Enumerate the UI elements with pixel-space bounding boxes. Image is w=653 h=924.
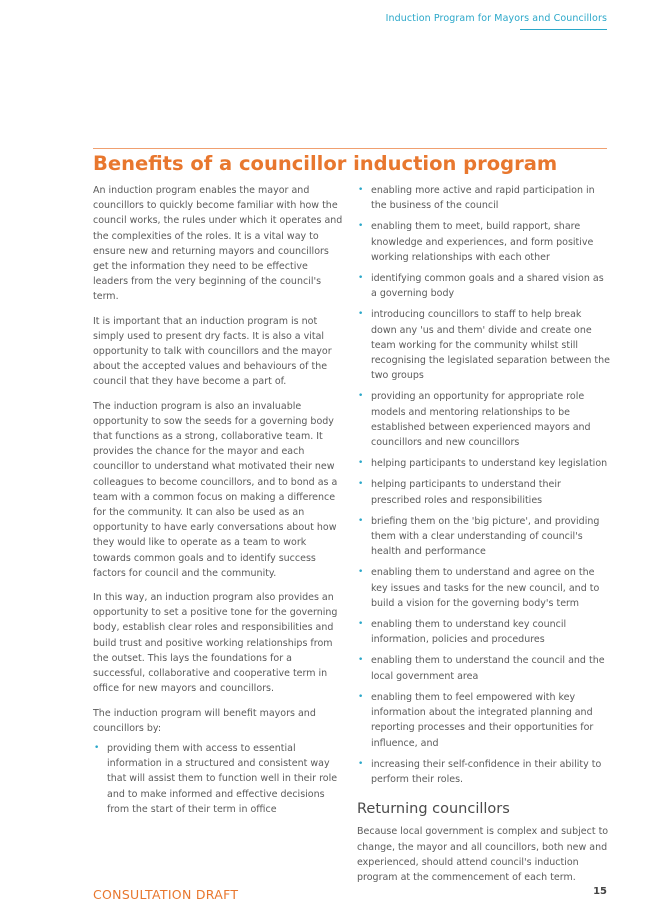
left-column: [93, 183, 343, 823]
list-item-text: increasing their self-confidence in their ability to perform their roles.: [371, 758, 602, 785]
list-item-text: enabling them to understand and agree on the key issues and tasks for the new council, and to build a vision for the governing body's term: [371, 567, 600, 609]
list-item: [357, 514, 610, 560]
bullet-icon: •: [358, 221, 364, 232]
header-rule: [520, 29, 607, 30]
list-item: [357, 653, 610, 683]
list-item-text: providing them with access to essential information in a structured and consistent way that will assist them to function well in their role and to make informed and effective decisions from the start of their term in office: [107, 742, 338, 815]
bullet-icon: •: [358, 391, 364, 402]
paragraph: The induction program is also an invaluable opportunity to sow the seeds for a governing body that functions as a strong, collaborative team. It provides the chance for the mayor and each councillor to understand what motivated their new colleagues to become councillors, and to bond as a team with a common focus on making a difference for the community. It can also be used as an opportunity to have early conversations about how they would like to operate as a team to work towards common goals and to identify success factors for council and the community.: [93, 400, 338, 579]
bullet-icon: •: [358, 758, 364, 769]
running-header: Induction Program for Mayors and Councillors: [385, 13, 607, 24]
bullet-icon: •: [358, 479, 364, 490]
paragraph: It is important that an induction program is not simply used to present dry facts. It is also a vital opportunity to talk with councillors and the mayor about the accepted values and behaviours of the council that they have become a part of.: [93, 315, 332, 388]
list-item-text: helping participants to understand key legislation: [371, 458, 608, 470]
bullet-icon: •: [358, 273, 364, 284]
bullet-icon: •: [358, 655, 364, 666]
bullet-icon: •: [94, 742, 100, 753]
list-item: [357, 690, 610, 751]
list-item: [357, 477, 610, 507]
returning-councillors-heading: Returning councillors: [357, 801, 510, 818]
paragraph: An induction program enables the mayor and councillors to quickly become familiar with how the council works, the rules under which it operates and the complexities of the roles. It is a vital way to ensure new and returning mayors and councillors get the information they need to be effective leaders from the very beginning of the council's term.: [93, 185, 343, 303]
paragraph: Because local government is complex and subject to change, the mayor and all councillors, both new and experienced, should attend council's induction program at the commencement of each term.: [357, 826, 609, 883]
bullet-icon: •: [358, 458, 364, 469]
list-item: [357, 307, 610, 383]
paragraph: The induction program will benefit mayors and councillors by:: [93, 707, 316, 734]
list-item: [357, 219, 610, 265]
list-item-text: enabling them to feel empowered with key information about the integrated planning and reporting processes and their opportunities for influence, and: [371, 691, 594, 749]
paragraph: In this way, an induction program also provides an opportunity to set a positive tone for the governing body, establish clear roles and responsibilities and build trust and positive working relationships from the outset. This lays the foundations for a successful, collaborative and cooperative term in office for new mayors and councillors.: [93, 592, 338, 695]
bullet-icon: •: [358, 619, 364, 630]
bullet-list: [93, 741, 343, 817]
list-item: [357, 183, 610, 213]
list-item-text: introducing councillors to staff to help break down any 'us and them' divide and create one team working for the community whilst still recognising the legislated separation between the two groups: [371, 309, 611, 382]
list-item-text: providing an opportunity for appropriate role models and mentoring relationships to be established between experienced mayors and councillors and new councillors: [371, 391, 591, 449]
list-item-text: briefing them on the 'big picture', and providing them with a clear understanding of council's health and performance: [371, 515, 600, 558]
list-item-text: enabling them to understand key council information, policies and procedures: [371, 619, 567, 646]
bullet-icon: •: [358, 309, 364, 320]
bullet-list: [357, 183, 610, 787]
bullet-icon: •: [358, 691, 364, 702]
list-item: [357, 617, 610, 647]
list-item-text: enabling them to meet, build rapport, share knowledge and experiences, and form positive working relationships with each other: [371, 221, 594, 263]
list-item: [357, 757, 610, 787]
list-item: [357, 565, 610, 611]
list-item-text: helping participants to understand their prescribed roles and responsibilities: [371, 479, 561, 506]
consultation-draft-label: CONSULTATION DRAFT: [93, 887, 239, 902]
bullet-icon: •: [358, 185, 364, 195]
list-item: [357, 271, 610, 301]
list-item: [357, 389, 610, 450]
list-item: [93, 741, 343, 817]
list-item-text: identifying common goals and a shared vision as a governing body: [371, 273, 604, 300]
list-item-text: enabling them to understand the council and the local government area: [371, 655, 605, 682]
list-item-text: enabling more active and rapid participation in the business of the council: [371, 185, 595, 212]
list-item: [357, 456, 610, 471]
page-title: Benefits of a councillor induction program: [93, 152, 558, 175]
title-rule: [93, 148, 607, 149]
right-column: [357, 183, 610, 894]
bullet-icon: •: [358, 567, 364, 578]
page-number: 15: [593, 886, 607, 897]
bullet-icon: •: [358, 515, 364, 526]
